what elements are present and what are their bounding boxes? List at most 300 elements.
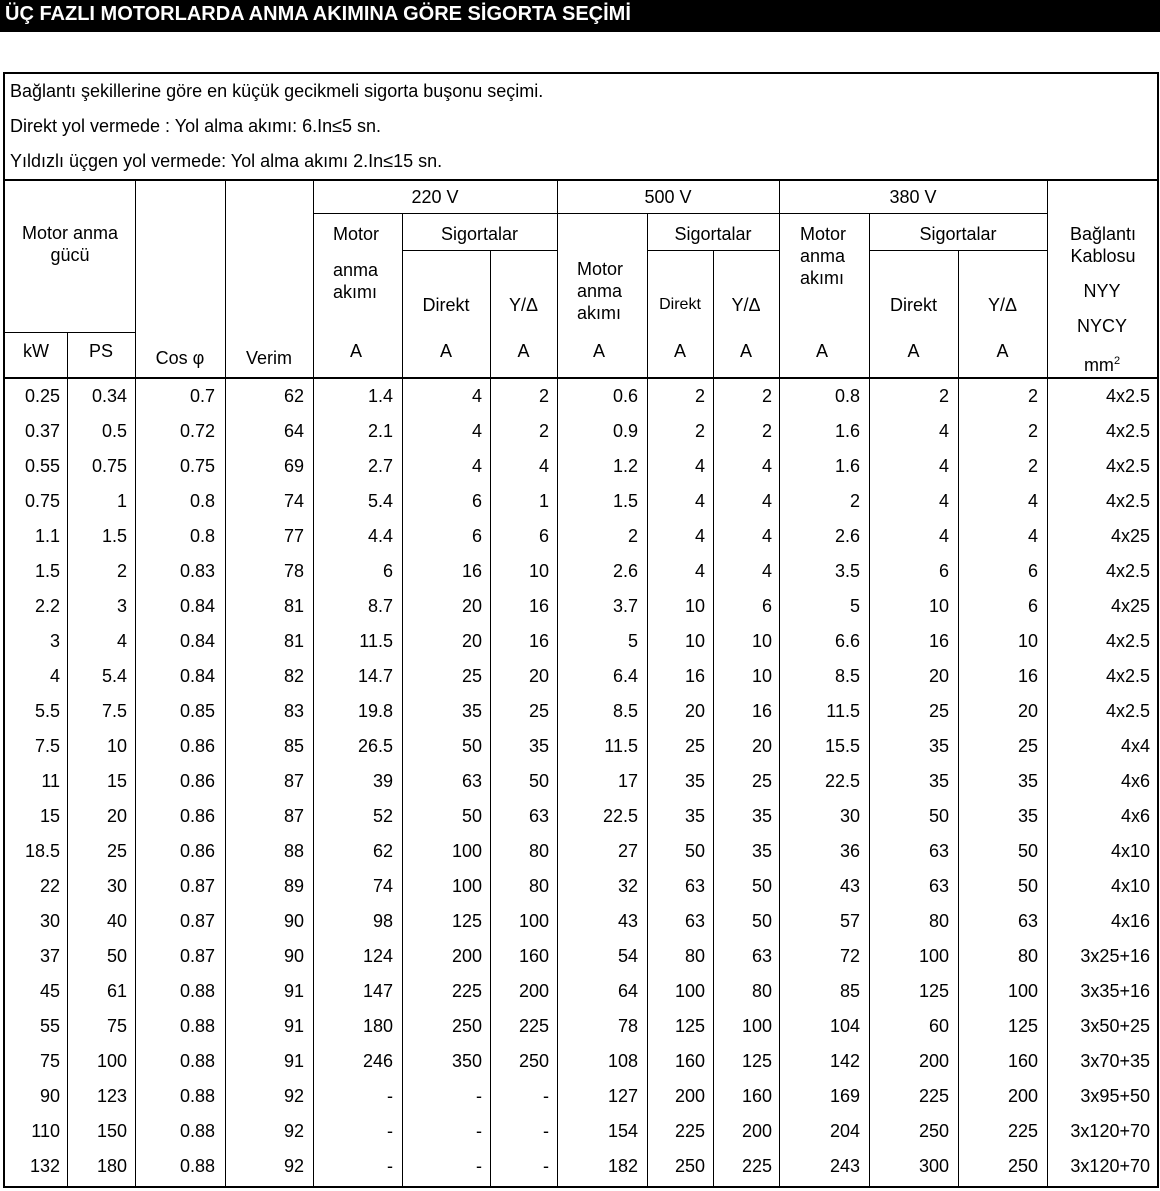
table-cell: 20 (461, 596, 482, 616)
table-cell: 17 (617, 771, 638, 791)
table-cell: 81 (283, 596, 304, 616)
table-cell: 10 (684, 596, 705, 616)
table-cell: 30 (39, 911, 60, 931)
table-cell: 200 (518, 981, 549, 1001)
table-cell: 90 (283, 911, 304, 931)
table-cell: 0.8 (189, 526, 215, 546)
table-cell: 77 (283, 526, 304, 546)
table-cell: 6 (382, 561, 393, 581)
table-cell: 6 (1027, 596, 1038, 616)
table-cell: 1 (116, 491, 127, 511)
table-cell: 100 (741, 1016, 772, 1036)
table-cell: 2 (761, 386, 772, 406)
table-cell: - (387, 1121, 393, 1141)
table-cell: 2.7 (367, 456, 393, 476)
table-cell: 2 (1027, 386, 1038, 406)
table-cell: 50 (461, 806, 482, 826)
table-cell: 16 (684, 666, 705, 686)
table-cell: 35 (928, 771, 949, 791)
table-cell: 0.84 (179, 631, 215, 651)
table-cell: 83 (283, 701, 304, 721)
table-cell: 35 (684, 806, 705, 826)
table-cell: 64 (617, 981, 638, 1001)
header-500-direkt: Direkt (659, 296, 701, 313)
table-cell: 10 (684, 631, 705, 651)
table-cell: 2 (938, 386, 949, 406)
table-cell: 92 (283, 1086, 304, 1106)
header-kw: kW (23, 341, 49, 361)
table-cell: 350 (451, 1051, 482, 1071)
table-cell: 15 (39, 806, 60, 826)
table-cell: 2.2 (34, 596, 60, 616)
table-cell: 16 (751, 701, 772, 721)
header-top-rule (3, 179, 1159, 181)
table-cell: 4x2.5 (1105, 631, 1150, 651)
table-cell: 91 (283, 981, 304, 1001)
header-500-sigortalar: Sigortalar (674, 224, 752, 244)
table-cell: 39 (372, 771, 393, 791)
header-500-unit-direkt: A (673, 341, 686, 361)
table-cell: 142 (829, 1051, 860, 1071)
table-cell: 19.8 (357, 701, 393, 721)
table-cell: 16 (528, 631, 549, 651)
header-cable-title: Bağlantı Kablosu (1069, 224, 1137, 266)
header-ps: PS (88, 341, 113, 361)
table-cell: 0.25 (24, 386, 60, 406)
table-cell: 4 (538, 456, 549, 476)
table-cell: 6 (471, 491, 482, 511)
table-cell: 16 (928, 631, 949, 651)
table-cell: 4 (116, 631, 127, 651)
table-cell: 250 (451, 1016, 482, 1036)
table-cell: 0.9 (612, 421, 638, 441)
table-cell: 63 (684, 876, 705, 896)
table-cell: 35 (684, 771, 705, 791)
table-cell: 0.86 (179, 771, 215, 791)
table-cell: 4 (694, 491, 705, 511)
table-cell: 26.5 (357, 736, 393, 756)
table-cell: 0.5 (101, 421, 127, 441)
table-cell: 87 (283, 771, 304, 791)
table-cell: 4 (761, 491, 772, 511)
table-cell: 27 (617, 841, 638, 861)
table-cell: 5 (849, 596, 860, 616)
table-cell: 4x16 (1110, 911, 1150, 931)
table-cell: 4 (694, 456, 705, 476)
table-cell: 0.87 (179, 946, 215, 966)
table-cell: 63 (928, 841, 949, 861)
table-cell: 200 (741, 1121, 772, 1141)
table-cell: 35 (1017, 806, 1038, 826)
table-cell: 81 (283, 631, 304, 651)
table-cell: 14.7 (357, 666, 393, 686)
table-cell: 20 (928, 666, 949, 686)
header-220-unit-motor: A (350, 341, 363, 361)
table-cell: 3.5 (834, 561, 860, 581)
table-cell: 25 (1017, 736, 1038, 756)
table-cell: 225 (674, 1121, 705, 1141)
table-cell: 225 (451, 981, 482, 1001)
table-cell: 6 (1027, 561, 1038, 581)
table-cell: 125 (451, 911, 482, 931)
table-cell: 225 (741, 1156, 772, 1176)
table-cell: 2 (694, 421, 705, 441)
table-cell: 2.1 (367, 421, 393, 441)
header-cable-unit (1047, 350, 1157, 376)
header-220-yd: Y/Δ (508, 295, 539, 315)
header-cable-mm: mm (1083, 355, 1114, 375)
table-cell: 8.5 (834, 666, 860, 686)
table-cell: 4x2.5 (1105, 491, 1150, 511)
table-cell: 1.4 (367, 386, 393, 406)
table-cell: 35 (751, 841, 772, 861)
table-cell: 69 (283, 456, 304, 476)
header-380-yd: Y/Δ (987, 295, 1018, 315)
table-cell: 15 (106, 771, 127, 791)
table-cell: 16 (461, 561, 482, 581)
table-cell: 243 (829, 1156, 860, 1176)
sigortalar-220-rule (402, 250, 557, 251)
table-cell: 92 (283, 1156, 304, 1176)
table-cell: 125 (918, 981, 949, 1001)
table-cell: 32 (617, 876, 638, 896)
table-cell: 132 (29, 1156, 60, 1176)
table-cell: 52 (372, 806, 393, 826)
table-cell: 1 (538, 491, 549, 511)
table-cell: - (387, 1156, 393, 1176)
table-cell: 61 (106, 981, 127, 1001)
table-cell: 6 (471, 526, 482, 546)
header-motor-power: Motor anma gücü (21, 223, 119, 265)
intro-line-3: Yıldızlı üçgen yol vermede: Yol alma akımı 2.In≤15 sn. (10, 151, 443, 171)
table-cell: 4 (694, 561, 705, 581)
table-cell: 6 (538, 526, 549, 546)
table-cell: 4x2.5 (1105, 701, 1150, 721)
table-cell: 110 (31, 1121, 60, 1141)
table-cell: 35 (1017, 771, 1038, 791)
table-cell: 123 (96, 1086, 127, 1106)
table-cell: 4x10 (1110, 876, 1150, 896)
header-220-direkt: Direkt (422, 295, 470, 315)
table-cell: 82 (283, 666, 304, 686)
table-cell: 75 (39, 1051, 60, 1071)
table-cell: 200 (918, 1051, 949, 1071)
table-cell: 0.83 (179, 561, 215, 581)
table-cell: 0.86 (179, 806, 215, 826)
table-cell: 50 (1017, 841, 1038, 861)
table-cell: 60 (928, 1016, 949, 1036)
table-cell: 4 (938, 456, 949, 476)
table-cell: 300 (918, 1156, 949, 1176)
table-cell: 2 (761, 421, 772, 441)
table-cell: 0.6 (612, 386, 638, 406)
table-cell: 7.5 (101, 701, 127, 721)
table-cell: 104 (829, 1016, 860, 1036)
table-cell: 225 (918, 1086, 949, 1106)
header-cable-nycy: NYCY (1076, 316, 1127, 336)
header-500v: 500 V (644, 187, 692, 207)
table-cell: 18.5 (24, 841, 60, 861)
table-cell: 2 (538, 386, 549, 406)
table-cell: 4x4 (1120, 736, 1150, 756)
table-cell: 54 (617, 946, 638, 966)
intro-line-1: Bağlantı şekillerine göre en küçük gecikmeli sigorta buşonu seçimi. (10, 81, 544, 101)
table-cell: 63 (928, 876, 949, 896)
table-cell: 22 (39, 876, 60, 896)
table-cell: 1.5 (34, 561, 60, 581)
header-220-unit-direkt: A (439, 341, 452, 361)
header-500-unit-yd: A (739, 341, 752, 361)
table-cell: 80 (751, 981, 772, 1001)
table-cell: 2 (1027, 456, 1038, 476)
table-cell: 0.37 (24, 421, 60, 441)
table-cell: 100 (518, 911, 549, 931)
header-500-motor-current: Motor anma akımı (577, 259, 624, 323)
table-cell: 0.84 (179, 596, 215, 616)
table-cell: 0.88 (179, 1016, 215, 1036)
table-cell: 20 (106, 806, 127, 826)
table-cell: - (543, 1121, 549, 1141)
table-cell: 2 (694, 386, 705, 406)
table-cell: 0.8 (834, 386, 860, 406)
table-cell: 2 (538, 421, 549, 441)
table-cell: 3x120+70 (1070, 1156, 1150, 1176)
table-cell: 2.6 (834, 526, 860, 546)
page-title: ÜÇ FAZLI MOTORLARDA ANMA AKIMINA GÖRE SİGORTA SEÇİMİ (5, 3, 631, 25)
voltage-rule (313, 213, 1048, 214)
table-cell: 250 (918, 1121, 949, 1141)
table-cell: 80 (528, 876, 549, 896)
table-cell: 3x50+25 (1080, 1016, 1150, 1036)
table-cell: 147 (362, 981, 393, 1001)
table-cell: 64 (283, 421, 304, 441)
table-cell: 160 (674, 1051, 705, 1071)
header-220-motor-current: anma akımı (333, 260, 379, 302)
table-cell: 250 (674, 1156, 705, 1176)
table-cell: 87 (283, 806, 304, 826)
table-cell: 50 (684, 841, 705, 861)
table-cell: 78 (283, 561, 304, 581)
header-220-sigortalar: Sigortalar (440, 224, 519, 244)
table-cell: 78 (617, 1016, 638, 1036)
table-cell: 3x25+16 (1080, 946, 1150, 966)
table-cell: 204 (829, 1121, 860, 1141)
table-cell: 43 (839, 876, 860, 896)
table-cell: 0.88 (179, 1086, 215, 1106)
table-cell: 180 (362, 1016, 393, 1036)
table-cell: 91 (283, 1051, 304, 1071)
table-cell: 4 (761, 561, 772, 581)
table-cell: 63 (461, 771, 482, 791)
table-cell: 1.6 (834, 421, 860, 441)
table-cell: 63 (528, 806, 549, 826)
table-cell: 3x35+16 (1080, 981, 1150, 1001)
table-cell: 4 (471, 421, 482, 441)
table-cell: 4x25 (1110, 526, 1150, 546)
table-cell: 5.5 (34, 701, 60, 721)
table-cell: 1.1 (34, 526, 60, 546)
table-cell: 160 (741, 1086, 772, 1106)
table-cell: 2 (849, 491, 860, 511)
title-rule (0, 30, 1160, 32)
table-cell: 50 (751, 911, 772, 931)
table-cell: 30 (106, 876, 127, 896)
table-cell: 0.8 (189, 491, 215, 511)
table-cell: 50 (928, 806, 949, 826)
table-cell: 4 (49, 666, 60, 686)
header-cable-mm-sup: 2 (1113, 355, 1121, 367)
table-cell: 125 (674, 1016, 705, 1036)
table-cell: 4 (761, 526, 772, 546)
header-380v: 380 V (889, 187, 937, 207)
table-cell: 2 (1027, 421, 1038, 441)
table-cell: 2 (116, 561, 127, 581)
table-cell: 180 (96, 1156, 127, 1176)
table-cell: 3 (116, 596, 127, 616)
table-cell: 80 (528, 841, 549, 861)
table-cell: 100 (451, 876, 482, 896)
table-cell: 0.85 (179, 701, 215, 721)
table-cell: 43 (617, 911, 638, 931)
table-cell: 11.5 (604, 736, 638, 756)
table-cell: 0.86 (179, 841, 215, 861)
table-cell: 57 (839, 911, 860, 931)
table-cell: - (543, 1156, 549, 1176)
table-cell: 1.2 (612, 456, 638, 476)
table-cell: 80 (684, 946, 705, 966)
table-cell: 0.88 (179, 1156, 215, 1176)
table-cell: 45 (39, 981, 60, 1001)
table-cell: 6 (938, 561, 949, 581)
table-cell: 4 (938, 491, 949, 511)
table-cell: 25 (928, 701, 949, 721)
table-cell: 4 (938, 421, 949, 441)
table-cell: 100 (96, 1051, 127, 1071)
table-cell: 0.72 (179, 421, 215, 441)
table-cell: 10 (751, 631, 772, 651)
table-cell: 50 (528, 771, 549, 791)
table-cell: 4 (471, 456, 482, 476)
table-cell: 160 (1007, 1051, 1038, 1071)
table-cell: 88 (283, 841, 304, 861)
table-cell: 4 (1027, 491, 1038, 511)
table-cell: 25 (528, 701, 549, 721)
table-cell: 55 (39, 1016, 60, 1036)
table-cell: 25 (684, 736, 705, 756)
table-cell: 25 (461, 666, 482, 686)
table-cell: 5.4 (101, 666, 127, 686)
intro-line-2: Direkt yol vermede : Yol alma akımı: 6.In≤5 sn. (10, 116, 382, 136)
table-cell: 108 (607, 1051, 638, 1071)
table-cell: 85 (283, 736, 304, 756)
header-380-unit-motor: A (816, 341, 829, 361)
table-cell: 4 (1027, 526, 1038, 546)
table-cell: 200 (1007, 1086, 1038, 1106)
table-cell: 0.7 (189, 386, 215, 406)
header-380-sigortalar: Sigortalar (919, 224, 997, 244)
table-cell: 3 (49, 631, 60, 651)
table-cell: 36 (839, 841, 860, 861)
table-cell: 11 (41, 771, 60, 791)
header-380-motor-current: Motor anma akımı (800, 224, 847, 288)
table-cell: 225 (1007, 1121, 1038, 1141)
table-cell: - (476, 1121, 482, 1141)
header-380-direkt: Direkt (889, 295, 937, 315)
table-cell: 63 (751, 946, 772, 966)
table-cell: 63 (684, 911, 705, 931)
table-cell: 50 (461, 736, 482, 756)
table-cell: 80 (1017, 946, 1038, 966)
table-cell: 20 (461, 631, 482, 651)
table-cell: 0.86 (179, 736, 215, 756)
table-cell: 25 (106, 841, 127, 861)
table-cell: 6 (761, 596, 772, 616)
table-cell: 4x2.5 (1105, 386, 1150, 406)
table-cell: 35 (528, 736, 549, 756)
table-cell: 3.7 (612, 596, 638, 616)
table-cell: 20 (1017, 701, 1038, 721)
table-cell: 10 (928, 596, 949, 616)
table-cell: 127 (607, 1086, 638, 1106)
table-cell: 0.88 (179, 981, 215, 1001)
table-cell: - (387, 1086, 393, 1106)
table-cell: 25 (751, 771, 772, 791)
header-380-unit-direkt: A (907, 341, 920, 361)
table-cell: 160 (518, 946, 549, 966)
table-cell: 182 (607, 1156, 638, 1176)
table-cell: 0.84 (179, 666, 215, 686)
table-cell: 11.5 (826, 701, 860, 721)
table-cell: 62 (372, 841, 393, 861)
table-cell: 10 (528, 561, 549, 581)
table-cell: 6.4 (612, 666, 638, 686)
table-cell: 150 (96, 1121, 127, 1141)
table-cell: 0.88 (179, 1121, 215, 1141)
table-cell: 250 (1007, 1156, 1038, 1176)
table-cell: 89 (283, 876, 304, 896)
table-cell: 4x2.5 (1105, 421, 1150, 441)
header-cos: Cos φ (155, 348, 205, 368)
table-cell: 98 (372, 911, 393, 931)
table-cell: 100 (918, 946, 949, 966)
header-220v: 220 V (411, 187, 459, 207)
table-cell: 4 (694, 526, 705, 546)
header-verim: Verim (245, 348, 292, 368)
table-cell: 6.6 (834, 631, 860, 651)
table-cell: 4 (938, 526, 949, 546)
table-cell: 8.5 (612, 701, 638, 721)
table-cell: 0.87 (179, 911, 215, 931)
table-cell: 8.7 (367, 596, 393, 616)
table-cell: 10 (1017, 631, 1038, 651)
kw-ps-rule (5, 332, 135, 333)
table-cell: 4x25 (1110, 596, 1150, 616)
table-cell: 246 (362, 1051, 393, 1071)
table-cell: 4x6 (1120, 771, 1150, 791)
title-bar (0, 0, 1160, 30)
table-cell: 74 (372, 876, 393, 896)
table-cell: 125 (1007, 1016, 1038, 1036)
table-cell: 20 (684, 701, 705, 721)
table-cell: 72 (839, 946, 860, 966)
table-cell: 80 (928, 911, 949, 931)
table-cell: 16 (528, 596, 549, 616)
table-cell: 90 (39, 1086, 60, 1106)
table-cell: 4x2.5 (1105, 561, 1150, 581)
table-cell: 1.6 (834, 456, 860, 476)
header-500-unit-motor: A (593, 341, 606, 361)
table-cell: 3x120+70 (1070, 1121, 1150, 1141)
